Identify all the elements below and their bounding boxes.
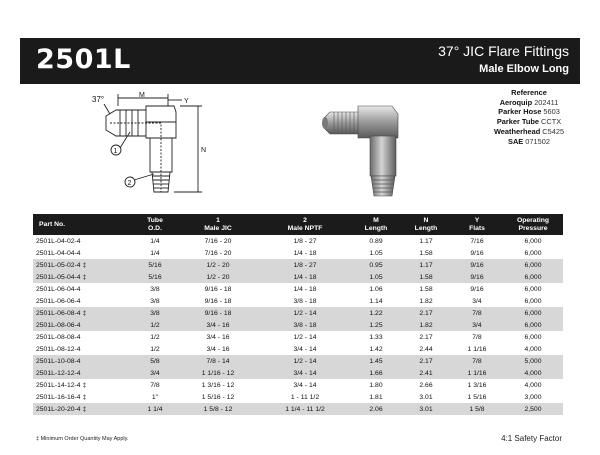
page-subtitle: Male Elbow Long xyxy=(479,63,569,75)
column-header-tube-od: Tube O.D. xyxy=(133,214,177,235)
y-dimension-label: Y xyxy=(184,98,189,105)
column-header-y-flats: Y Flats xyxy=(451,214,503,235)
part-code: 2501L xyxy=(36,44,131,75)
table-row: 2501L-20-20-4 ‡ 1 1/4 1 5/8 - 12 1 1/4 - 11 1/2 2.06 3.01 1 5/8 2,500 xyxy=(33,403,563,415)
table-row: 2501L-04-04-4 1/4 7/16 - 20 1/4 - 18 1.05 1.58 9/16 6,000 xyxy=(36,249,542,257)
table-row: 2501L-12-12-4 3/4 1 1/16 - 12 3/4 - 14 1.66 2.41 1 1/16 4,000 xyxy=(33,367,563,379)
table-row: 2501L-08-12-4 1/2 3/4 - 16 3/4 - 14 1.42 2.44 1 1/16 4,000 xyxy=(36,345,542,353)
table-row: 2501L-06-08-4 ‡ 3/8 9/16 - 18 1/2 - 14 1.22 2.17 7/8 6,000 xyxy=(33,307,563,319)
reference-block xyxy=(470,88,588,146)
table-row: 2501L-08-08-4 1/2 3/4 - 16 1/2 - 14 1.33 2.17 7/8 6,000 xyxy=(36,333,542,341)
reference-item: Parker Tube CCTX xyxy=(496,117,562,127)
reference-item: SAE 071502 xyxy=(508,136,550,146)
table-row: 2501L-06-06-4 3/8 9/16 - 18 3/8 - 18 1.14 1.82 3/4 6,000 xyxy=(36,297,542,305)
column-header-m-length: M Length xyxy=(351,214,401,235)
safety-factor: 4:1 Safety Factor xyxy=(501,434,562,443)
table-row: 2501L-04-02-4 1/4 7/16 - 20 1/8 - 27 0.89 1.17 7/16 6,000 xyxy=(36,237,542,245)
table-row: 2501L-06-04-4 3/8 9/16 - 18 1/4 - 18 1.06 1.58 9/16 6,000 xyxy=(36,285,542,293)
table-row: 2501L-08-06-4 1/2 3/4 - 16 3/8 - 18 1.25 1.82 3/4 6,000 xyxy=(33,319,563,331)
n-dimension-label: N xyxy=(201,147,207,154)
angle-label: 37° xyxy=(92,95,105,104)
table-row: 2501L-05-04-4 ‡ 5/16 1/2 - 20 1/4 - 18 1.05 1.58 9/16 6,000 xyxy=(33,271,563,283)
callout-2: 2 xyxy=(127,180,132,187)
reference-heading: Reference xyxy=(511,88,547,97)
table-row: 2501L-16-16-4 ‡ 1" 1 5/16 - 12 1 - 11 1/2 1.81 3.01 1 5/16 3,000 xyxy=(36,393,542,401)
column-header-male-nptf: 2 Male NPTF xyxy=(259,214,351,235)
spec-table xyxy=(33,214,563,415)
reference-item: Weatherhead C5425 xyxy=(493,126,565,136)
reference-item: Parker Hose 5603 xyxy=(498,107,560,117)
footnote: ‡ Minimum Order Quantity May Apply. xyxy=(36,436,129,442)
fitting-diagram xyxy=(90,92,220,200)
table-row: 2501L-10-08-4 5/8 7/8 - 14 1/2 - 14 1.45 2.17 7/8 5,000 xyxy=(33,355,563,367)
m-dimension-label: M xyxy=(139,92,145,99)
column-header-n-length: N Length xyxy=(401,214,451,235)
column-header-male-jic: 1 Male JIC xyxy=(177,214,259,235)
table-header-row xyxy=(33,214,563,235)
callout-1: 1 xyxy=(113,148,118,155)
table-row: 2501L-05-02-4 ‡ 5/16 1/2 - 20 1/8 - 27 0.95 1.17 9/16 6,000 xyxy=(33,259,563,271)
page-title: 37° JIC Flare Fittings xyxy=(438,43,569,59)
table-row: 2501L-14-12-4 ‡ 7/8 1 3/16 - 12 3/4 - 14 1.80 2.66 1 3/16 4,000 xyxy=(36,381,542,389)
column-header-part-no: Part No. xyxy=(33,214,133,235)
reference-item: Aeroquip 202411 xyxy=(499,97,559,107)
column-header-operating-pressure: Operating Pressure xyxy=(503,214,563,235)
product-photo xyxy=(300,92,440,200)
